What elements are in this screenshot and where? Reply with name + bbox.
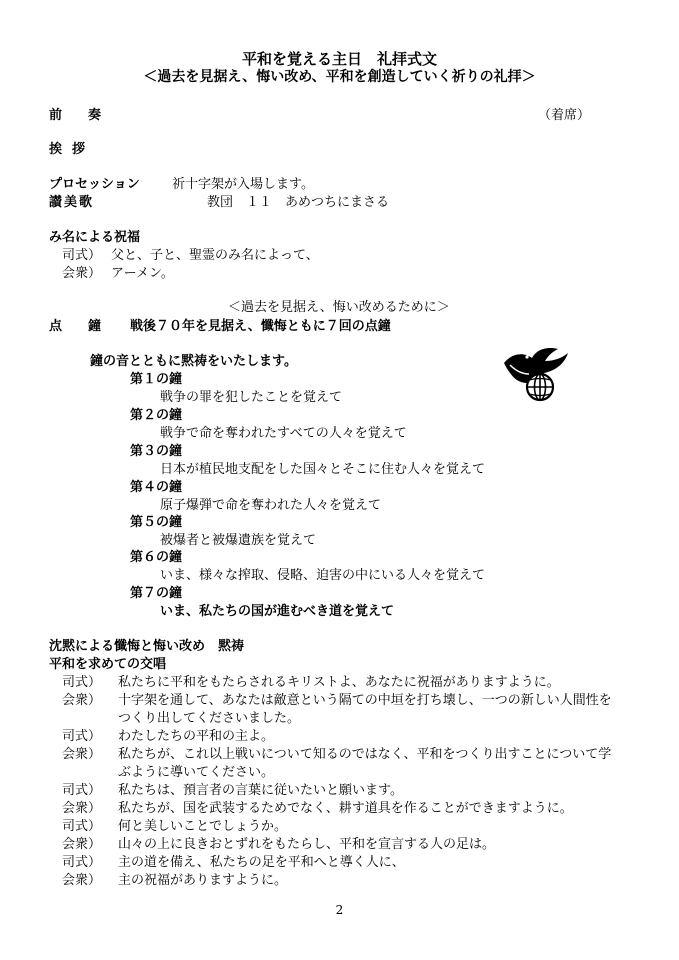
page-number: 2: [335, 903, 344, 917]
litany-speaker: 会衆）: [62, 693, 102, 708]
litany-speaker: 司式）: [62, 783, 102, 798]
litany-speaker: 会衆）: [62, 873, 102, 888]
litany-speaker: 会衆）: [62, 837, 102, 852]
bell-intro: 鐘の音とともに黙祷をいたします。: [90, 354, 297, 369]
litany-speaker: 司式）: [62, 855, 102, 870]
litany-text: わたしたちの平和の主よ。: [118, 729, 275, 744]
bell-5-name: 第５の鐘: [130, 515, 183, 530]
hymn-label: 讃美歌: [49, 195, 95, 210]
litany-speaker: 司式）: [62, 819, 102, 834]
confession-label: 沈黙による懺悔と悔い改め 黙祷: [49, 639, 245, 654]
bell-7-text: いま、私たちの国が進むべき道を覚えて: [160, 604, 395, 619]
bell-4-name: 第４の鐘: [130, 480, 183, 495]
page-title: 平和を覚える主日 礼拝式文: [241, 50, 437, 68]
blessing-label: み名による祝福: [49, 230, 141, 245]
bell-2-name: 第２の鐘: [130, 408, 183, 423]
hymn-text: 教団 １１ あめつちにまさる: [207, 195, 390, 210]
litany-text: 私たちが、国を武装するためでなく、耕す道具を作ることができますように。: [118, 801, 573, 816]
bell-2-text: 戦争で命を奪われたすべての人々を覚えて: [160, 426, 407, 441]
prelude-label: 前奏: [49, 108, 128, 123]
bell-6-name: 第６の鐘: [130, 550, 183, 565]
bell-text: 戦後７０年を見据え、懺悔ともに７回の点鐘: [130, 319, 391, 334]
dove-globe-icon: [500, 343, 574, 405]
bell-3-text: 日本が植民地支配をした国々とそこに住む人々を覚えて: [160, 462, 486, 477]
litany-speaker: 司式）: [62, 675, 102, 690]
litany-label: 平和を求めての交唱: [49, 657, 167, 672]
litany-text: 私たちに平和をもたらされるキリストよ、あなたに祝福がありますように。: [118, 675, 560, 690]
bell-7-name: 第７の鐘: [130, 586, 183, 601]
litany-speaker: 会衆）: [62, 747, 102, 762]
bell-1-text: 戦争の罪を犯したことを覚えて: [160, 390, 343, 405]
litany-text: 山々の上に良きおとずれをもたらし、平和を宣言する人の足は。: [118, 837, 496, 852]
page-subtitle: ＜過去を見据え、悔い改め、平和を創造していく祈りの礼拝＞: [143, 69, 536, 85]
prelude-note: （着席）: [538, 108, 591, 123]
litany-text: 十字架を通して、あなたは敵意という隔ての中垣を打ち壊し、一つの新しい人間性を: [118, 693, 612, 708]
litany-text-continued: ぶように導いてください。: [118, 765, 275, 780]
blessing-text-1: 父と、子と、聖霊のみ名によって、: [111, 248, 319, 263]
bell-3-name: 第３の鐘: [130, 444, 183, 459]
procession-label: プロセッション: [49, 177, 140, 192]
litany-speaker: 司式）: [62, 729, 102, 744]
bell-5-text: 被爆者と被爆遺族を覚えて: [160, 533, 317, 548]
litany-text: 主の道を備え、私たちの足を平和へと導く人に、: [118, 855, 405, 870]
litany-text-continued: つくり出してくださいました。: [118, 711, 301, 726]
litany-text: 私たちが、これ以上戦いについて知るのではなく、平和をつくり出すことについて学: [118, 747, 612, 762]
bell-4-text: 原子爆弾で命を奪われた人々を覚えて: [160, 498, 382, 513]
section-heading: ＜過去を見据え、悔い改めるために＞: [228, 300, 450, 315]
litany-text: 何と美しいことでしょうか。: [118, 819, 288, 834]
blessing-text-2: アーメン。: [111, 266, 174, 281]
litany-speaker: 会衆）: [62, 801, 102, 816]
bell-1-name: 第１の鐘: [130, 372, 183, 387]
procession-text: 祈十字架が入場します。: [172, 177, 314, 192]
bell-label: 点鐘: [49, 319, 128, 334]
litany-text: 私たちは、預言者の言葉に従いたいと願います。: [118, 783, 403, 798]
greeting-label: 挨拶: [49, 142, 96, 157]
litany-text: 主の祝福がありますように。: [118, 873, 288, 888]
bell-6-text: いま、様々な搾取、侵略、迫害の中にいる人々を覚えて: [160, 568, 486, 583]
blessing-speaker-2: 会衆）: [62, 266, 102, 281]
blessing-speaker-1: 司式）: [62, 248, 102, 263]
